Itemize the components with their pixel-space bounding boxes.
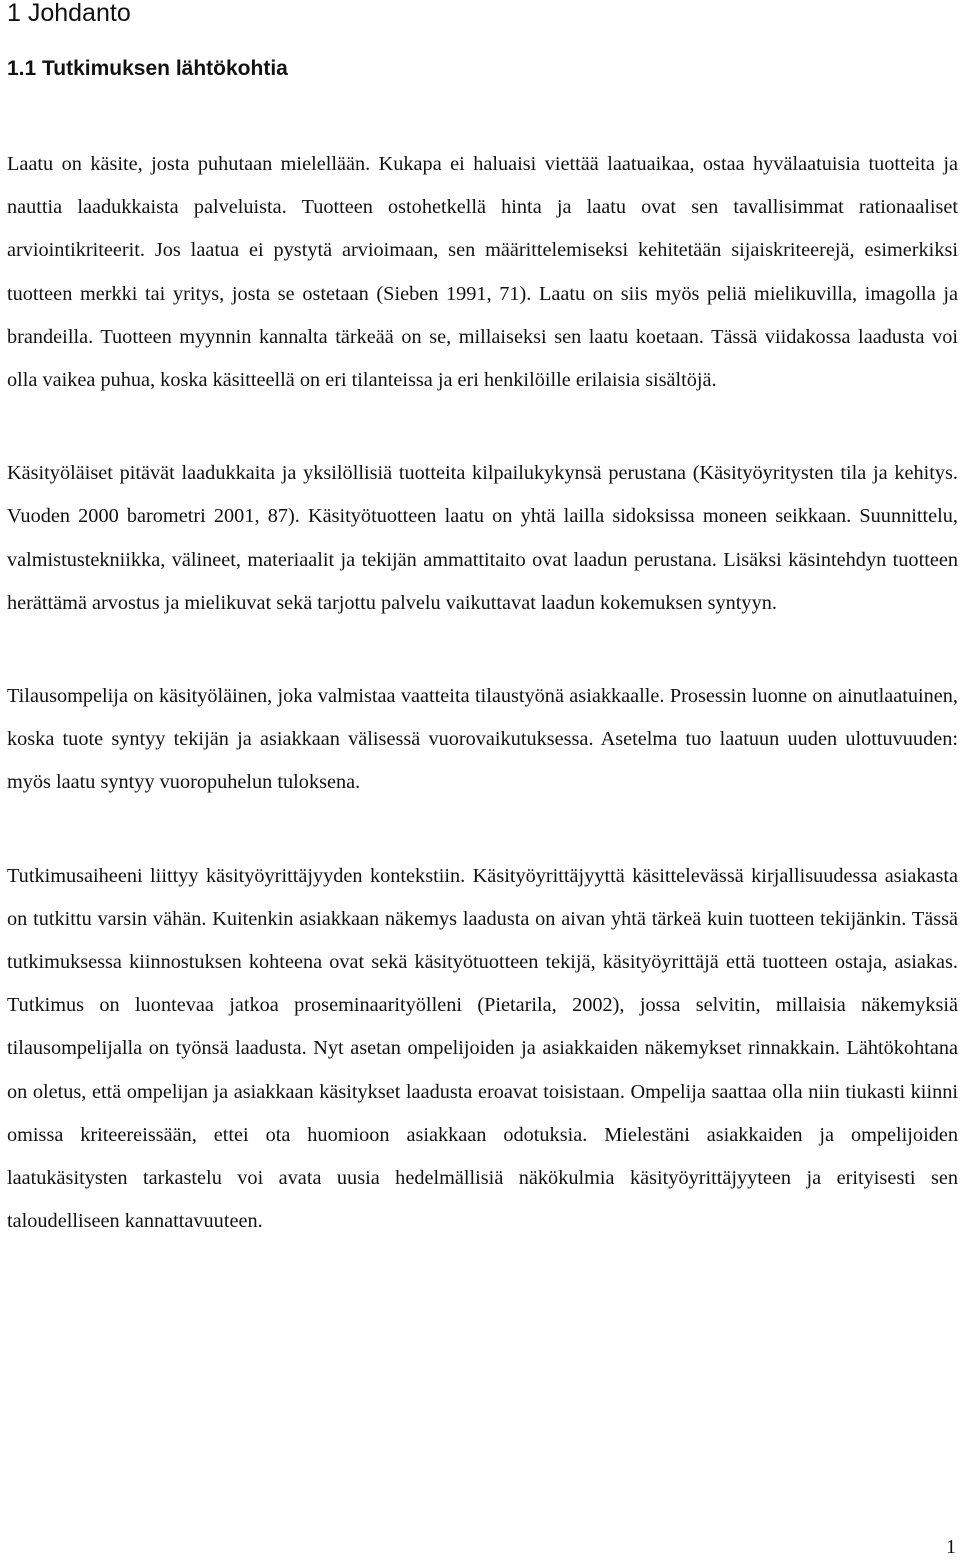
- section-title: 1.1 Tutkimuksen lähtökohtia: [7, 57, 288, 80]
- paragraph-1: Laatu on käsite, josta puhutaan mielellään. Kukapa ei haluaisi viettää laatuaikaa, ostaa hyvälaatuisia tuotteita ja nauttia laadukkaista palveluista. Tuotteen ostohetkellä hinta ja laatu ovat sen tavallisimmat rationaaliset arviointikriteerit. Jos laatua ei pystytä arvioimaan, sen määrittelemiseksi kehitetään sijaiskriteerejä, esimerkiksi tuotteen merkki tai yritys, josta se ostetaan (Sieben 1991, 71). Laatu on siis myös peliä mielikuvilla, imagolla ja brandeilla. Tuotteen myynnin kannalta tärkeää on se, millaiseksi sen laatu koetaan. Tässä viidakossa laadusta voi olla vaikea puhua, koska käsitteellä on eri tilanteissa ja eri henkilöille erilaisia sisältöjä.: [7, 153, 958, 392]
- paragraph-2: Käsityöläiset pitävät laadukkaita ja yksilöllisiä tuotteita kilpailukykynsä perustana (Käsityöyritysten tila ja kehitys. Vuoden 2000 barometri 2001, 87). Käsityötuotteen laatu on yhtä lailla sidoksissa moneen seikkaan. Suunnittelu, valmistustekniikka, välineet, materiaalit ja tekijän ammattitaito ovat laadun perustana. Lisäksi käsintehdyn tuotteen herättämä arvostus ja mielikuvat sekä tarjottu palvelu vaikuttavat laadun kokemuksen syntyyn.: [7, 462, 958, 614]
- paragraph-4: Tutkimusaiheeni liittyy käsityöyrittäjyyden kontekstiin. Käsityöyrittäjyyttä käsittelevässä kirjallisuudessa asiakasta on tutkittu varsin vähän. Kuitenkin asiakkaan näkemys laadusta on aivan yhtä tärkeä kuin tuotteen tekijänkin. Tässä tutkimuksessa kiinnostuksen kohteena ovat sekä käsityötuotteen tekijä, käsityöyrittäjä että tuotteen ostaja, asiakas. Tutkimus on luontevaa jatkoa proseminaarityölleni (Pietarila, 2002), jossa selvitin, millaisia näkemyksiä tilausompelijalla on työnsä laadusta. Nyt asetan ompelijoiden ja asiakkaiden näkemykset rinnakkain. Lähtökohtana on oletus, että ompelijan ja asiakkaan käsitykset laadusta eroavat toisistaan. Ompelija saattaa olla niin tiukasti kiinni omissa kriteereissään, ettei ota huomioon asiakkaan odotuksia. Mielestäni asiakkaiden ja ompelijoiden laatukäsitysten tarkastelu voi avata uusia hedelmällisiä näkökulmia käsityöyrittäjyyteen ja erityisesti sen taloudelliseen kannattavuuteen.: [7, 864, 958, 1233]
- page-number: 1: [946, 1536, 956, 1558]
- document-page: [7, 0, 958, 1243]
- paragraph-3: Tilausompelija on käsityöläinen, joka valmistaa vaatteita tilaustyönä asiakkaalle. Prosessin luonne on ainutlaatuinen, koska tuote syntyy tekijän ja asiakkaan välisessä vuorovaikutuksessa. Asetelma tuo laatuun uuden ulottuvuuden: myös laatu syntyy vuoropuhelun tuloksena.: [7, 685, 958, 794]
- chapter-title: 1 Johdanto: [7, 0, 131, 27]
